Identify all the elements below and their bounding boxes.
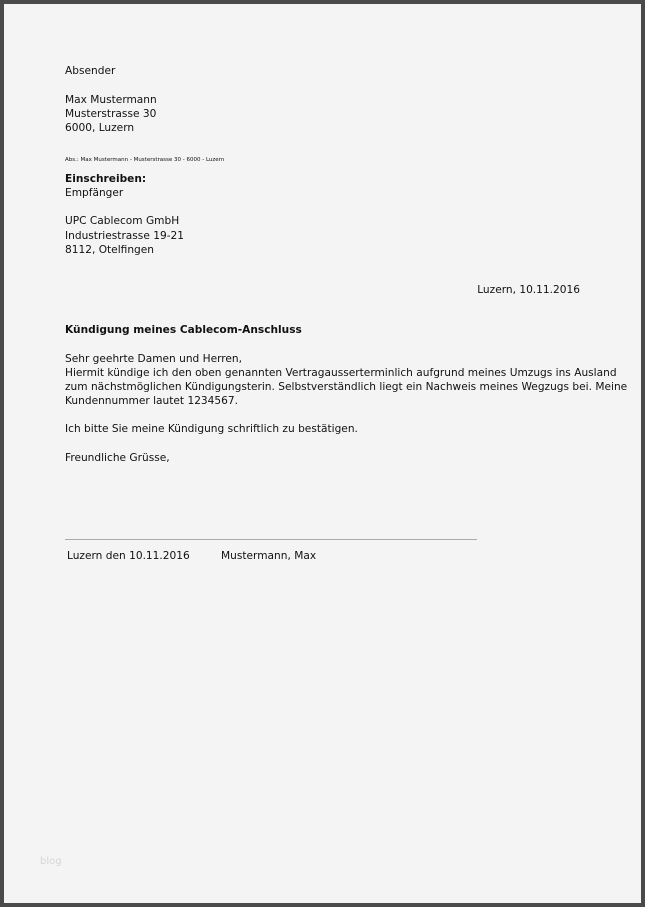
closing: Freundliche Grüsse, xyxy=(65,452,170,464)
recipient-label: Empfänger xyxy=(65,187,124,199)
body-line: Kundennummer lautet 1234567. xyxy=(65,395,239,407)
subject: Kündigung meines Cablecom-Anschluss xyxy=(65,324,302,336)
signature-name: Mustermann, Max xyxy=(221,550,317,562)
recipient-city: 8112, Otelfingen xyxy=(65,244,154,256)
confirmation-request: Ich bitte Sie meine Kündigung schriftlich zu bestätigen. xyxy=(65,423,358,435)
letter-date: Luzern, 10.11.2016 xyxy=(477,284,580,296)
sender-label: Absender xyxy=(65,65,116,77)
watermark: blog xyxy=(40,856,62,867)
body-line: Hiermit kündige ich den oben genannten Vertragausserterminlich aufgrund meines Umzugs ins Ausland xyxy=(65,367,617,379)
signature-line xyxy=(65,539,477,540)
recipient-street: Industriestrasse 19-21 xyxy=(65,230,184,242)
return-address: Abs.: Max Mustermann - Musterstrasse 30 - 6000 - Luzern xyxy=(65,157,225,163)
salutation: Sehr geehrte Damen und Herren, xyxy=(65,353,243,365)
body-line: zum nächstmöglichen Kündigungsterin. Selbstverständlich liegt ein Nachweis meines Wegzugs bei. Meine xyxy=(65,381,628,393)
sender-name: Max Mustermann xyxy=(65,94,157,106)
registered-mail-label: Einschreiben: xyxy=(65,173,147,185)
signature-place-date: Luzern den 10.11.2016 xyxy=(67,550,190,562)
sender-street: Musterstrasse 30 xyxy=(65,108,157,120)
sender-city: 6000, Luzern xyxy=(65,122,135,134)
recipient-name: UPC Cablecom GmbH xyxy=(65,215,180,227)
